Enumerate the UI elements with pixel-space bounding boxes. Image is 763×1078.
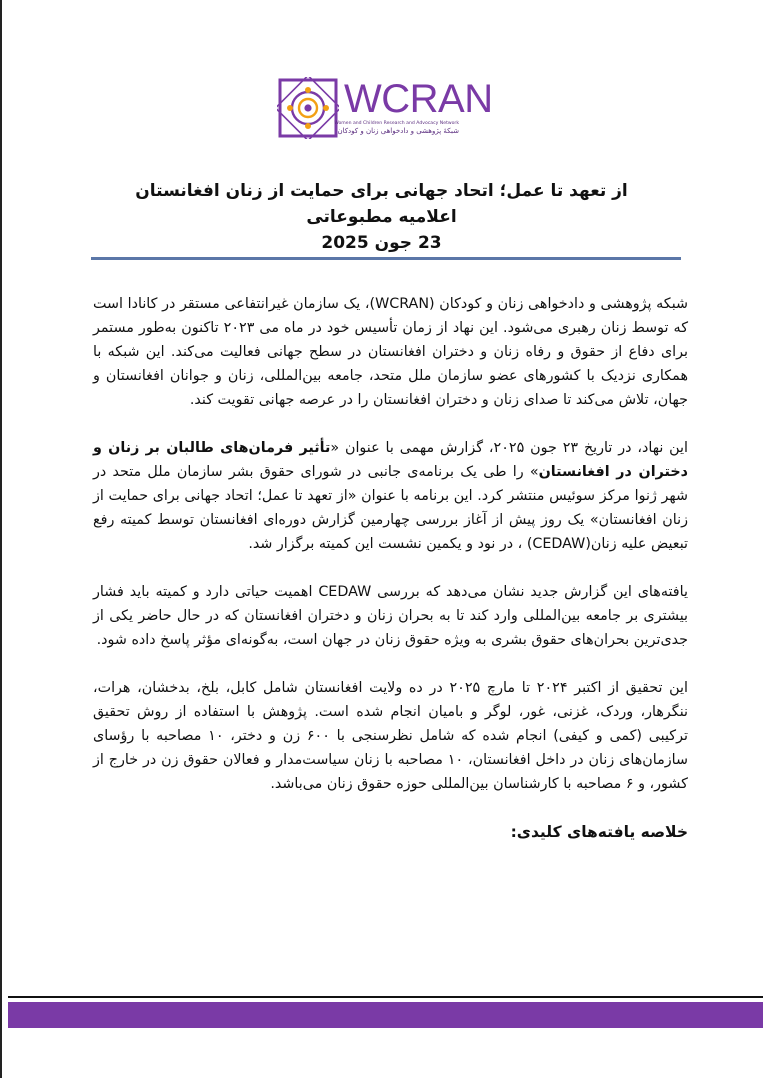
logo-wordmark: WCRAN [344,77,493,121]
document-title: از تعهد تا عمل؛ اتحاد جهانی برای حمایت از زنان افغانستان [135,181,628,201]
wcran-logo [277,77,493,139]
document-date: 23 جون 2025 [321,233,442,253]
paragraph-report-launch-part2: » را طی یک برنامه‌ی جانبی در شورای حقوق بشر سازمان ملل متحد در شهر ژنوا مرکز سوئیس منتشر کرد. این برنامه با عنوان «از تعهد تا عمل؛ اتحاد جهانی برای حمایت از زنان افغانستان» یک روز پیش از آغاز بررسی چهارمین گزارش دوره‌ای افغانستان توسط کمیته رفع تبعیض علیه زنان(CEDAW) ، در نود و یکمین نشست این کمیته برگزار شد. [93,464,688,552]
press-release-header [90,178,673,256]
report-title-bold: تأثیر فرمان‌های طالبان بر زنان و دختران در افغانستان [93,440,688,480]
header-divider [91,257,681,260]
paragraph-report-launch-part1: این نهاد، در تاریخ ۲۳ جون ۲۰۲۵، گزارش مهمی با عنوان « [330,440,689,456]
footer-bar [8,1002,763,1028]
logo-subtitle-en: Women and Children Research and Advocacy Network [334,121,459,126]
paragraph-findings: یافته‌های این گزارش جدید نشان می‌دهد که بررسی CEDAW اهمیت حیاتی دارد و کمیته باید فشار بیشتری بر جامعه بین‌المللی وارد کند تا به بحران زنان و دختران افغانستان که در حال حاضر یکی از جدی‌ترین بحران‌های حقوق بشری به ویژه حقوق زنان در جهان است، به‌گونه‌ای مؤثر پاسخ داده شود. [93,584,688,648]
key-findings-heading: خلاصه یافته‌های کلیدی: [510,823,688,841]
wcran-emblem-icon [277,77,339,139]
logo-subtitle-fa: شبکهٔ پژوهشی و دادخواهی زنان و کودکان [337,127,459,135]
footer-divider [8,996,763,998]
document-body [93,292,688,844]
page-left-border [0,0,2,1078]
paragraph-intro: شبکه پژوهشی و دادخواهی زنان و کودکان (WCRAN)، یک سازمان غیرانتفاعی مستقر در کانادا است که توسط زنان رهبری می‌شود. این نهاد از زمان تأسیس خود در ماه می ۲۰۲۳ تاکنون به‌طور مستمر برای دفاع از حقوق و رفاه زنان و دختران افغانستان در سطح جهانی فعالیت می‌کند. این شبکه با همکاری نزدیک با کشورهای عضو سازمان ملل متحد، جامعه بین‌المللی، زنان و جوانان افغانستان و جهان، تلاش می‌کند تا صدای زنان و دختران افغانستان را در عرصه جهانی تقویت کند. [93,296,689,408]
document-subtitle: اعلامیه مطبوعاتی [306,207,457,227]
paragraph-methodology: این تحقیق از اکتبر ۲۰۲۴ تا مارچ ۲۰۲۵ در ده ولایت افغانستان شامل کابل، بلخ، بدخشان، هرات، ننگرهار، وردک، غزنی، غور، لوگر و بامیان انجام شده است. پژوهش با استفاده از روش تحقیق ترکیبی (کمی و کیفی) انجام شده که شامل نظرسنجی با ۶۰۰ زن و دختر، ۱۰ مصاحبه با رؤسای سازمان‌های زنان در داخل افغانستان، ۱۰ مصاحبه با زنان سیاست‌مدار و فعالان حقوق زن در خارج از کشور، و ۶ مصاحبه با کارشناسان بین‌المللی حوزه حقوق زنان می‌باشد. [93,680,688,792]
paragraph-report-launch [93,436,688,556]
